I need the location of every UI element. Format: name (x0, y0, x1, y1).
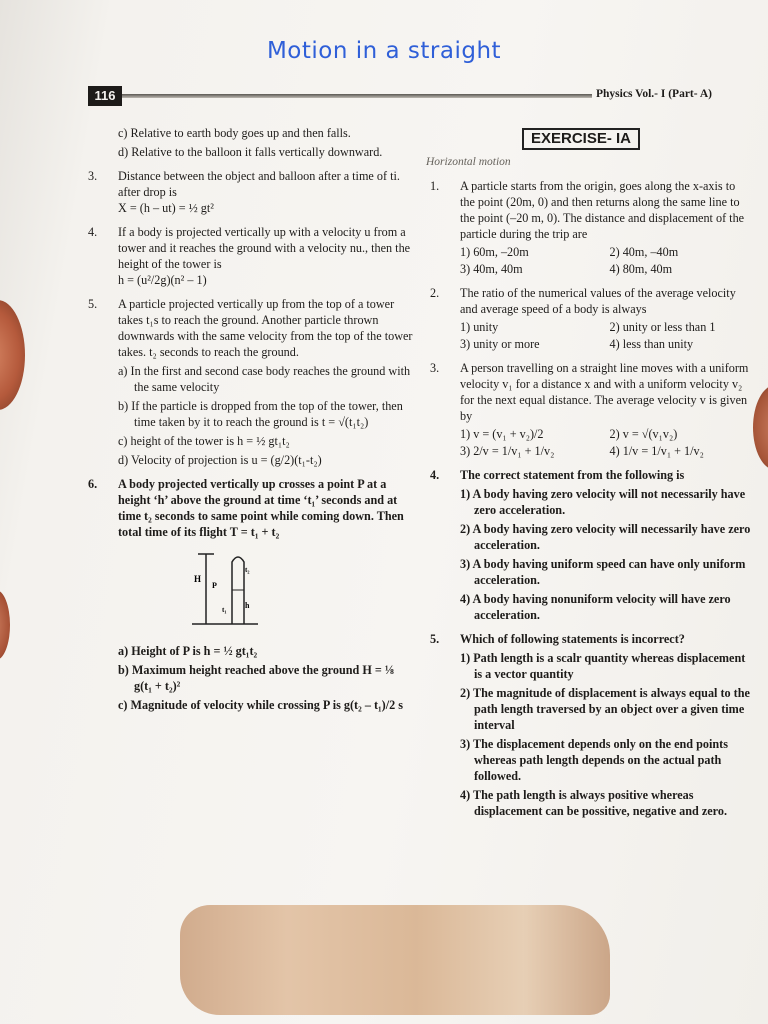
question-6 (84, 476, 414, 713)
exercise-heading: EXERCISE- IA (522, 128, 640, 150)
page-header-title: Motion in a straight (266, 38, 502, 64)
option-2: 2) A body having zero velocity will necessarily have zero acceleration. (460, 522, 751, 552)
exercise-question-1 (426, 178, 751, 277)
question-number: 1. (430, 179, 440, 193)
option-d-continued: d) Relative to the balloon it falls vertically downward. (118, 145, 383, 159)
question-number: 5. (430, 632, 440, 646)
option-3: 3) 40m, 40m (460, 262, 523, 276)
book-title: Physics Vol.- I (Part- A) (596, 88, 712, 100)
question-text: A particle starts from the origin, goes along the x-axis to the point (20m, 0) and then returns along the same line to the point (–20 m, 0). The distance and displacement of the particle during the trip are (460, 179, 745, 241)
finger-right (753, 385, 768, 470)
page-number: 116 (88, 86, 122, 106)
option-4: 4) The path length is always positive whereas displacement can be possitive, negative and zero. (460, 788, 727, 818)
options-grid (460, 244, 751, 277)
formula: h = (u²/2g)(n² – 1) (118, 273, 207, 287)
question-text: Which of following statements is incorrect? (460, 632, 685, 646)
option-3: 3) The displacement depends only on the end points whereas path length depends on the actual path followed. (460, 737, 728, 783)
option-2: 2) v = √(v₁v₂) (609, 427, 678, 441)
option-b: b) If the particle is dropped from the top of the tower, then time taken by it to reach the ground is t = √(t₁t₂) (118, 399, 403, 429)
question-text: Distance between the object and balloon after a time of ti. after drop is (118, 169, 400, 199)
exercise-question-2 (426, 285, 751, 352)
exercise-question-4 (426, 467, 751, 623)
option-1: 1) unity (460, 320, 499, 334)
paper-scrap-overlay (180, 905, 610, 1015)
option-3: 3) A body having uniform speed can have only uniform acceleration. (460, 557, 746, 587)
option-4: 4) A body having nonuniform velocity will have zero acceleration. (460, 592, 731, 622)
option-1: 1) 60m, –20m (460, 245, 529, 259)
option-3: 3) unity or more (460, 337, 540, 351)
question-number: 2. (430, 286, 440, 300)
option-4: 4) 80m, 40m (609, 262, 673, 276)
question-number: 3. (430, 361, 440, 375)
option-a: a) Height of P is h = ½ gt₁t₂ (118, 644, 258, 658)
option-1: 1) v = (v₁ + v₂)/2 (460, 427, 544, 441)
section-subheading: Horizontal motion (426, 156, 511, 168)
question-number: 3. (88, 169, 98, 183)
option-b: b) Maximum height reached above the ground H = ⅛ g(t₁ + t₂)² (118, 663, 394, 693)
option-c: c) Magnitude of velocity while crossing P is g(t₂ – t₁)/2 s (118, 698, 403, 712)
option-1: 1) Path length is a scalr quantity whereas displacement is a vector quantity (460, 651, 746, 681)
option-c-continued: c) Relative to earth body goes up and then falls. (118, 126, 351, 140)
question-text: The correct statement from the following is (460, 468, 685, 482)
option-c: c) height of the tower is h = ½ gt₁t₂ (118, 434, 290, 448)
label-t2: t₂ (245, 566, 250, 574)
option-2: 2) unity or less than 1 (609, 320, 716, 334)
question-4 (84, 224, 414, 288)
options-grid (460, 426, 751, 459)
options-grid (460, 319, 751, 352)
question-text: A particle projected vertically up from the top of a tower takes t₁s to reach the ground. Another particle thrown downwards with the same velocity from the top of the tower takes. t₂ seconds to reach the ground. (118, 297, 413, 359)
question-text: If a body is projected vertically up with a velocity u from a tower and it reaches the ground with a velocity nu., then the height of the tower is (118, 225, 411, 271)
exercise-question-5 (426, 631, 751, 819)
header-rule (122, 94, 592, 98)
exercise-question-3 (426, 360, 751, 459)
option-2: 2) The magnitude of displacement is always equal to the path length traversed by an object over a given time interval (460, 686, 750, 732)
formula: X = (h – ut) = ½ gt² (118, 201, 214, 215)
finger-left-lower (0, 590, 10, 660)
question-number: 5. (88, 297, 98, 311)
tower-diagram (188, 550, 278, 628)
question-3 (84, 168, 414, 216)
right-column (426, 128, 751, 827)
continued-options (84, 125, 414, 160)
option-d: d) Velocity of projection is u = (g/2)(t₁-t₂) (118, 453, 322, 467)
question-5 (84, 296, 414, 468)
question-number: 4. (430, 468, 440, 482)
option-2: 2) 40m, –40m (609, 245, 679, 259)
option-1: 1) A body having zero velocity will not necessarily have zero acceleration. (460, 487, 746, 517)
question-text: A body projected vertically up crosses a point P at a height ‘h’ above the ground at time ‘t₁’ seconds and at time t₂ seconds to same point while coming down. Then total time of its flight T = t₁ + t₂ (118, 477, 404, 539)
option-4: 4) less than unity (609, 337, 694, 351)
option-a: a) In the first and second case body reaches the ground with the same velocity (118, 364, 411, 394)
label-h: h (245, 601, 250, 610)
label-P: P (212, 581, 217, 590)
left-column (84, 122, 414, 721)
question-text: The ratio of the numerical values of the average velocity and average speed of a body is always (460, 286, 736, 316)
option-3: 3) 2/v = 1/v₁ + 1/v₂ (460, 444, 555, 458)
question-number: 6. (88, 477, 98, 491)
label-H: H (194, 574, 202, 584)
question-number: 4. (88, 225, 98, 239)
question-text: A person travelling on a straight line moves with a uniform velocity v₁ for a distance x and with a uniform velocity v₂ for the next equal distance. The average velocity v is given by (460, 361, 749, 423)
option-4: 4) 1/v = 1/v₁ + 1/v₂ (609, 444, 704, 458)
label-t1: t₁ (222, 606, 227, 614)
thumb-left (0, 300, 25, 410)
